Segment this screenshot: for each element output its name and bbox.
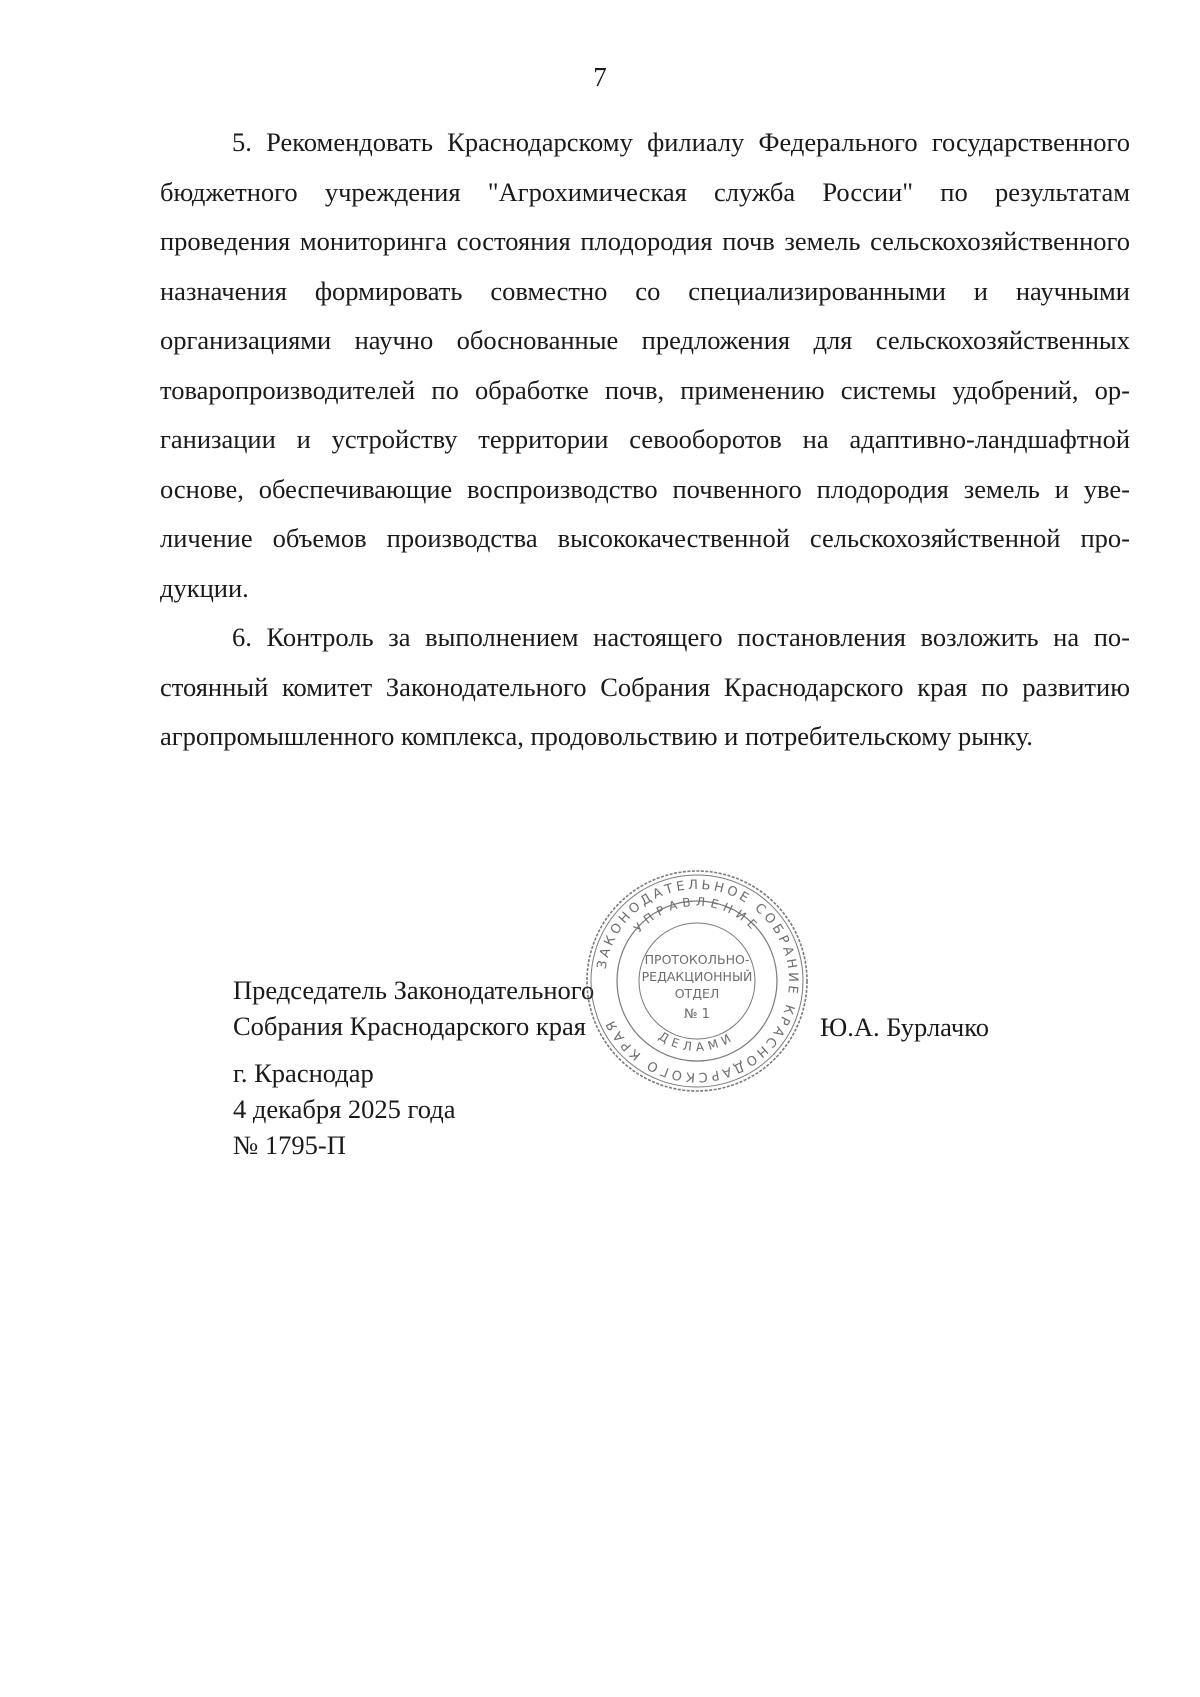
svg-text:ДЕЛАМИ [656,1029,737,1054]
signatory-title-line-1: Председатель Законодательного [233,975,595,1005]
stamp-inner-bottom-text: ДЕЛАМИ [656,1028,738,1055]
document-place-date [233,1055,455,1163]
stamp-center-line-2: РЕДАКЦИОННЫЙ [641,969,753,984]
stamp-inner-top-text: УПРАВЛЕНИЕ [630,894,764,936]
document-date: 4 декабря 2025 года [233,1094,456,1124]
document-body [160,118,1130,762]
paragraph-6: 6. Контроль за выполнением настоящего постановления возложить на постоянный комитет Законодательного Собрания Краснодарского края по развитию агропромышленного комплекса, продовольствию и потребительскому рынку. [160,622,1130,751]
paragraph-5: 5. Рекомендовать Краснодарскому филиалу Федерального государственного бюджетного учреждения "Агрохимическая служба России" по результатам проведения мониторинга состояния плодородия почв земель сельскохозяйственного назначения формировать совместно со специализированными и научными организациями научно обоснованные предложения для сельскохозяйственных товаропроизводителей по обработке почв, применению системы удобрений, организации и устройству территории севооборотов на адаптивно-ландшафтной основе, обеспечивающие воспроизводство почвенного плодородия земель и увеличение объемов производства высококачественной сельскохозяйственной продукции. [160,127,1130,603]
stamp-center-line-3: ОТДЕЛ [674,986,720,1001]
page-number: 7 [593,62,607,92]
signatory-title-line-2: Собрания Краснодарского края [233,1011,586,1041]
official-stamp [584,868,810,1094]
document-number: № 1795-П [233,1130,346,1160]
signatory-title [233,972,594,1044]
stamp-center-line-1: ПРОТОКОЛЬНО- [644,952,750,967]
stamp-outer-text: ЗАКОНОДАТЕЛЬНОЕ СОБРАНИЕ КРАСНОДАРСКОГО КРАЯ [594,877,801,1085]
stamp-center-line-4: № 1 [684,1007,710,1022]
signatory-name: Ю.А. Бурлачко [820,1012,989,1042]
stamp-seal-icon [584,868,810,1094]
document-city: г. Краснодар [233,1058,374,1088]
